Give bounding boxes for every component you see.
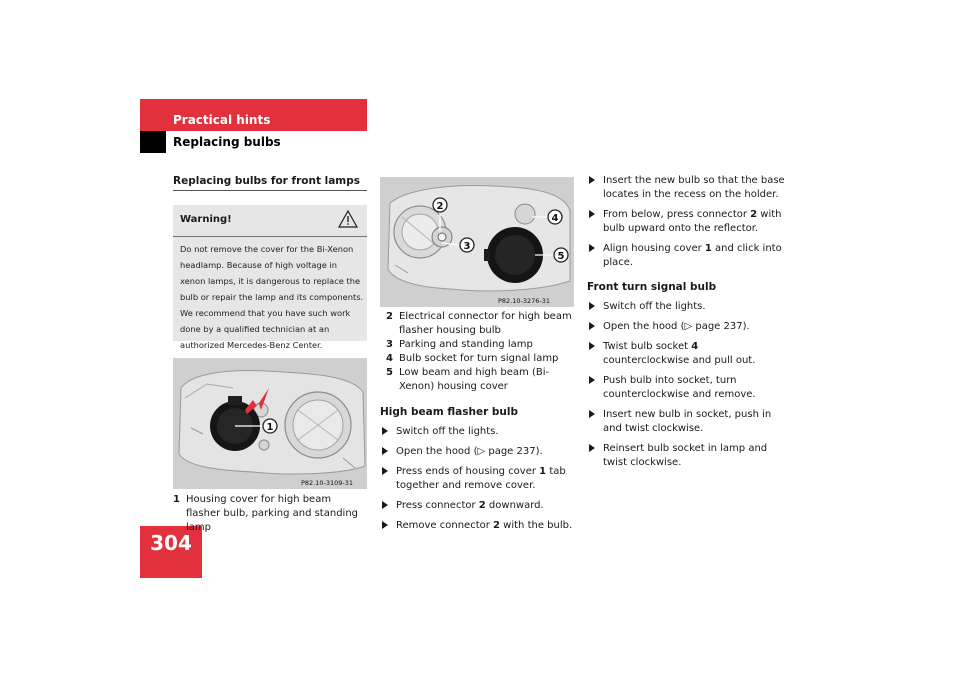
step-callout-ref: 1 bbox=[539, 466, 547, 477]
caption-number: 2 bbox=[386, 311, 393, 322]
step-item bbox=[380, 499, 576, 513]
caption-item bbox=[386, 366, 574, 394]
step-text: Remove connector bbox=[396, 520, 494, 531]
caption-item bbox=[386, 338, 574, 352]
step-item bbox=[380, 445, 576, 459]
step-arrow-icon bbox=[382, 427, 388, 435]
step-text: From below, press connector bbox=[603, 209, 751, 220]
step-arrow-icon bbox=[382, 447, 388, 455]
caption-text: Parking and standing lamp bbox=[399, 339, 533, 350]
step-text-continued: and click into place. bbox=[603, 243, 782, 268]
step-text-continued: counterclockwise and pull out. bbox=[603, 355, 756, 366]
step-text-continued: with bulb upward onto the reflector. bbox=[603, 209, 782, 234]
section-title: Practical hints bbox=[173, 113, 271, 127]
step-text: Reinsert bulb socket in lamp and twist clockwise. bbox=[603, 443, 768, 468]
caption-item bbox=[386, 352, 574, 366]
step-text: Insert new bulb in socket, push in and twist clockwise. bbox=[603, 409, 772, 434]
callout-5-label: 5 bbox=[557, 251, 565, 262]
step-callout-ref: 2 bbox=[750, 209, 758, 220]
step-arrow-icon bbox=[382, 521, 388, 529]
step-item bbox=[587, 242, 787, 270]
subsection-title: Replacing bulbs bbox=[173, 135, 281, 149]
headlamp-figure-1 bbox=[173, 358, 367, 489]
caption-text: Electrical connector for high beam flasher housing bulb bbox=[399, 311, 572, 336]
step-text: Switch off the lights. bbox=[396, 426, 499, 437]
step-item bbox=[587, 408, 787, 436]
step-text-continued: downward. bbox=[485, 500, 544, 511]
caption-text: Low beam and high beam (Bi-Xenon) housing cover bbox=[399, 367, 550, 392]
step-item bbox=[587, 174, 787, 202]
step-text: Insert the new bulb so that the base locates in the recess on the holder. bbox=[603, 175, 785, 200]
front-turn-steps bbox=[587, 300, 787, 476]
warning-divider bbox=[173, 236, 367, 237]
step-arrow-icon bbox=[589, 376, 595, 384]
figure-1-captions bbox=[173, 493, 367, 535]
step-text: Push bulb into socket, turn counterclockwise and remove. bbox=[603, 375, 756, 400]
front-turn-title: Front turn signal bulb bbox=[587, 281, 717, 293]
step-arrow-icon bbox=[589, 244, 595, 252]
step-arrow-icon bbox=[589, 302, 595, 310]
step-callout-ref: 4 bbox=[691, 341, 699, 352]
high-beam-steps bbox=[380, 425, 576, 539]
step-arrow-icon bbox=[382, 467, 388, 475]
step-text: Align housing cover bbox=[603, 243, 705, 254]
title-divider bbox=[173, 190, 367, 191]
step-callout-ref: 2 bbox=[478, 500, 486, 511]
step-arrow-icon bbox=[382, 501, 388, 509]
caption-item bbox=[173, 493, 367, 535]
step-arrow-icon bbox=[589, 342, 595, 350]
caption-text: Bulb socket for turn signal lamp bbox=[399, 353, 559, 364]
step-item bbox=[380, 465, 576, 493]
warning-text: Do not remove the cover for the Bi-Xenon headlamp. Because of high voltage in xenon lamps, it is dangerous to replace the bulb or repair the lamp and its components. We recommend that you have such work done by a qualified technician at an authorized Mercedes-Benz Center. bbox=[180, 244, 364, 350]
step-text: Press ends of housing cover bbox=[396, 466, 540, 477]
callout-1-label: 1 bbox=[266, 422, 274, 433]
step-text: Twist bulb socket bbox=[603, 341, 692, 352]
step-arrow-icon bbox=[589, 176, 595, 184]
step-text: Open the hood (▷ page 237). bbox=[603, 321, 750, 332]
warning-triangle-icon bbox=[338, 209, 358, 229]
step-item bbox=[587, 442, 787, 470]
step-callout-ref: 2 bbox=[493, 520, 500, 531]
bulb-install-steps bbox=[587, 174, 787, 276]
step-arrow-icon bbox=[589, 322, 595, 330]
step-callout-ref: 1 bbox=[704, 243, 712, 254]
figure-2-captions bbox=[386, 310, 574, 394]
step-arrow-icon bbox=[589, 444, 595, 452]
high-beam-title: High beam flasher bulb bbox=[380, 406, 519, 418]
figure-2-code: P82.10-3276-31 bbox=[498, 297, 551, 305]
step-text-continued: with the bulb. bbox=[500, 520, 573, 531]
step-item bbox=[380, 425, 576, 439]
callout-3-label: 3 bbox=[463, 241, 471, 252]
caption-number: 1 bbox=[173, 494, 180, 505]
step-text: Press connector bbox=[396, 500, 479, 511]
caption-number: 5 bbox=[386, 367, 393, 378]
step-item bbox=[587, 340, 787, 368]
page-title: Replacing bulbs for front lamps bbox=[173, 175, 361, 187]
figure-1-code: P82.10-3109-31 bbox=[301, 479, 354, 487]
step-text: Switch off the lights. bbox=[603, 301, 706, 312]
step-item bbox=[587, 374, 787, 402]
step-item bbox=[587, 320, 787, 334]
step-text: Open the hood (▷ page 237). bbox=[396, 446, 543, 457]
step-arrow-icon bbox=[589, 210, 595, 218]
step-arrow-icon bbox=[589, 410, 595, 418]
callout-2-label: 2 bbox=[436, 201, 444, 212]
caption-number: 3 bbox=[386, 339, 393, 350]
caption-number: 4 bbox=[386, 353, 393, 364]
headlamp-figure-2 bbox=[380, 177, 574, 307]
warning-title: Warning! bbox=[180, 214, 232, 225]
step-text-continued: tab together and remove cover. bbox=[396, 466, 566, 491]
page-number: 304 bbox=[150, 531, 192, 555]
step-item bbox=[380, 519, 576, 533]
caption-text: Housing cover for high beam flasher bulb, parking and standing lamp bbox=[186, 494, 359, 533]
step-item bbox=[587, 208, 787, 236]
step-item bbox=[587, 300, 787, 314]
caption-item bbox=[386, 310, 574, 338]
callout-4-label: 4 bbox=[551, 213, 559, 224]
header-marker bbox=[140, 131, 166, 153]
